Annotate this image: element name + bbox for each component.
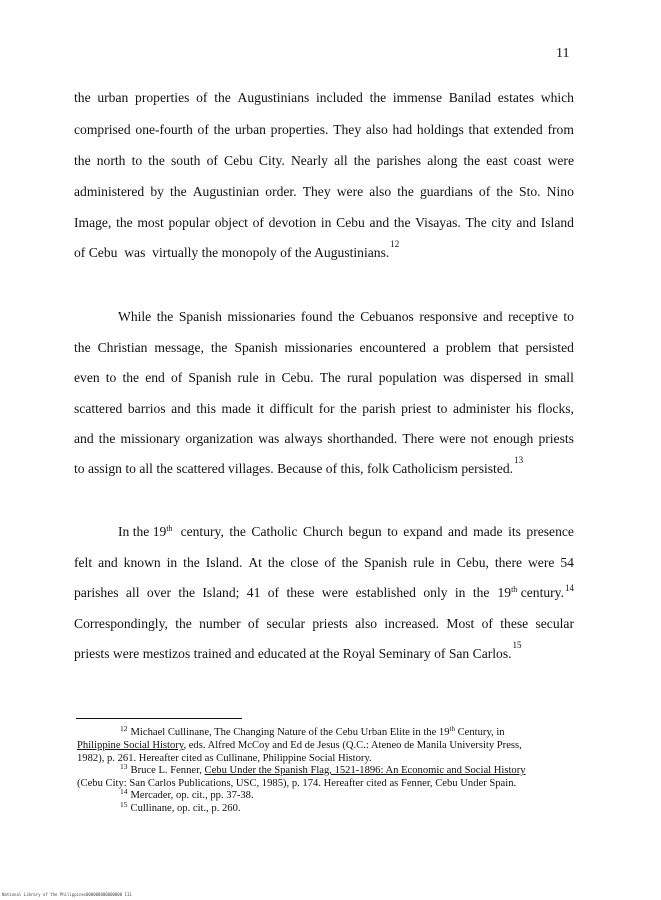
page-number: 11 xyxy=(556,46,570,61)
p1-line-3 xyxy=(74,154,574,168)
footnote-14-text: Mercader, op. cit., pp. 37-38. xyxy=(130,790,254,801)
word: the xyxy=(210,340,228,355)
p2-line-6 xyxy=(74,455,574,476)
p3-l3-sup: th xyxy=(511,585,518,594)
word: the xyxy=(369,90,387,105)
p1-line-6 xyxy=(74,239,574,260)
word: east xyxy=(486,153,508,168)
word: the xyxy=(170,184,187,199)
word: the xyxy=(267,555,285,570)
footnote-14 xyxy=(120,787,254,802)
word: There xyxy=(402,431,435,446)
word: of xyxy=(478,184,491,199)
word: the xyxy=(74,340,91,355)
p3-line-4 xyxy=(74,617,574,631)
word: dispersed xyxy=(470,370,522,385)
word: in xyxy=(527,370,539,385)
word: Augustinian xyxy=(192,184,260,199)
word: object xyxy=(214,215,248,230)
word: rule xyxy=(413,555,435,570)
footnote-14-marker: 14 xyxy=(120,787,128,796)
word: in xyxy=(264,370,276,385)
word: the xyxy=(74,153,91,168)
word: extended xyxy=(493,122,543,137)
word: to xyxy=(105,370,117,385)
word: parishes xyxy=(74,585,119,600)
word: by xyxy=(150,184,164,199)
word: his xyxy=(515,401,532,416)
word: in xyxy=(454,585,466,600)
word: Nearly xyxy=(290,153,328,168)
p3-l3-century: century. xyxy=(520,585,564,600)
footnote-ref-14: 14 xyxy=(565,583,574,593)
footnote-13-line-2: (Cebu City: San Carlos Publications, USC, 1985), p. 174. Hereafter cited as Fenner, Cebu Under Spain. xyxy=(77,778,517,789)
footnote-13-marker: 13 xyxy=(120,762,128,771)
footnote-ref-12: 12 xyxy=(390,239,400,249)
word: Cebu. xyxy=(281,370,314,385)
word: the xyxy=(229,524,246,539)
word: of xyxy=(481,616,493,631)
footnote-12-line-3: 1982), p. 261. Hereafter cited as Cullinane, Philippine Social History. xyxy=(77,753,372,764)
p3-line-3-end xyxy=(497,583,574,600)
word: properties xyxy=(135,90,190,105)
word: the xyxy=(353,153,371,168)
word: Spanish xyxy=(188,370,232,385)
word: missionaries xyxy=(284,340,353,355)
word: its xyxy=(508,524,521,539)
word: Image, xyxy=(74,215,112,230)
footnote-12-line-1 xyxy=(120,724,505,739)
footnote-13-line-1 xyxy=(120,762,526,777)
word: City. xyxy=(258,153,285,168)
word: increased. xyxy=(384,616,440,631)
word: While xyxy=(118,309,152,324)
word: were xyxy=(527,555,555,570)
word: coast xyxy=(513,153,542,168)
word: devotion xyxy=(268,215,317,230)
word: were xyxy=(321,585,349,600)
word: Sto. xyxy=(519,184,541,199)
footnote-12-line-2 xyxy=(77,741,522,752)
word: number xyxy=(199,616,241,631)
word: to xyxy=(563,309,574,324)
word: were xyxy=(336,184,364,199)
word: found xyxy=(300,309,333,324)
word: of xyxy=(324,555,336,570)
word: and xyxy=(74,431,94,446)
word: the xyxy=(496,184,513,199)
word: Cebuanos xyxy=(360,309,414,324)
p3-line-5-text: priests were mestizos trained and educated at the Royal Seminary of San Carlos. xyxy=(74,646,512,661)
footnote-12-text-b: Century, in xyxy=(454,727,505,738)
word: in xyxy=(440,555,451,570)
p3-l3-num: 19 xyxy=(497,585,512,600)
word: The xyxy=(319,370,341,385)
word: the xyxy=(397,184,414,199)
word: the xyxy=(74,90,91,105)
footnote-12-marker: 12 xyxy=(120,724,128,733)
word: the xyxy=(393,215,411,230)
word: Spanish xyxy=(178,309,222,324)
word: persisted xyxy=(525,340,574,355)
p1-line-6-text: of Cebu was virtually the monopoly of the Augustinians. xyxy=(74,245,390,260)
word: immense xyxy=(392,90,442,105)
word: the xyxy=(214,90,231,105)
word: missionaries xyxy=(227,309,296,324)
scan-footer-right: 000000000000000 111 xyxy=(86,892,132,897)
word: Christian xyxy=(97,340,148,355)
word: in xyxy=(166,555,178,570)
word: urban xyxy=(234,122,266,137)
footnote-15-marker: 15 xyxy=(120,800,128,809)
word: felt xyxy=(74,555,93,570)
word: to xyxy=(436,401,448,416)
word: these xyxy=(286,585,315,600)
word: which xyxy=(540,90,574,105)
word: one-fourth xyxy=(135,122,193,137)
word: priests xyxy=(538,431,574,446)
word: city xyxy=(491,215,512,230)
word: presence xyxy=(526,524,574,539)
word: Spanish xyxy=(364,555,408,570)
word: administer xyxy=(452,401,511,416)
word: urban xyxy=(97,90,129,105)
footnote-13-title: Cebu Under the Spanish Flag, 1521-1896: An Economic and Social History xyxy=(204,765,526,776)
word: shorthanded. xyxy=(327,431,398,446)
word: also xyxy=(365,122,388,137)
p2-line-6-text: to assign to all the scattered villages. Because of this, folk Catholicism persisted. xyxy=(74,461,514,476)
word: made xyxy=(473,524,503,539)
word: popular xyxy=(168,215,211,230)
word: encountered xyxy=(359,340,426,355)
word: of xyxy=(197,122,209,137)
word: Nino xyxy=(546,184,574,199)
word: a xyxy=(432,340,439,355)
word: century, xyxy=(180,524,224,539)
word: The xyxy=(465,215,487,230)
word: enough xyxy=(493,431,534,446)
word: the xyxy=(98,431,116,446)
word: of xyxy=(170,370,183,385)
p2-line-4 xyxy=(74,402,574,416)
word: Most xyxy=(446,616,475,631)
word: missionary xyxy=(120,431,181,446)
word: of xyxy=(267,585,280,600)
word: south xyxy=(171,153,201,168)
word: had xyxy=(392,122,413,137)
word: the xyxy=(340,401,357,416)
word: organization xyxy=(185,431,254,446)
word: secular xyxy=(535,616,574,631)
footnote-12-text-a: Michael Cullinane, The Changing Nature of the Cebu Urban Elite in the 19 xyxy=(130,727,450,738)
word: rural xyxy=(346,370,373,385)
word: most xyxy=(137,215,164,230)
word: end xyxy=(145,370,165,385)
word: the xyxy=(183,555,200,570)
word: Church xyxy=(302,524,343,539)
word: the xyxy=(213,122,231,137)
word: of xyxy=(196,90,208,105)
p2-line-2 xyxy=(74,341,574,355)
word: all xyxy=(125,585,140,600)
word: Island; xyxy=(202,585,240,600)
word: was xyxy=(442,370,465,385)
p1-line-5 xyxy=(74,216,574,230)
word: the xyxy=(116,215,133,230)
word: for xyxy=(318,401,335,416)
word: all xyxy=(334,153,348,168)
p1-line-4 xyxy=(74,185,574,199)
scan-footer-left: National Library of the Philippines xyxy=(2,892,87,897)
word: the xyxy=(472,585,490,600)
word: comprised xyxy=(74,122,131,137)
word: properties. xyxy=(270,122,329,137)
word: priest xyxy=(401,401,432,416)
word: also xyxy=(369,184,392,199)
word: Spanish xyxy=(234,340,278,355)
p2-line-5 xyxy=(74,432,574,446)
word: begun xyxy=(348,524,382,539)
word: made xyxy=(221,401,251,416)
p3-l1-sup: th xyxy=(166,524,173,533)
word: this xyxy=(196,401,216,416)
footnote-ref-15: 15 xyxy=(512,640,522,650)
footnote-divider xyxy=(76,718,242,719)
word: to xyxy=(387,524,398,539)
word: in xyxy=(320,215,332,230)
word: estates xyxy=(497,90,535,105)
word: and xyxy=(369,215,390,230)
word: Island. xyxy=(205,555,243,570)
word: the xyxy=(463,153,481,168)
word: to xyxy=(131,153,143,168)
word: Banilad xyxy=(448,90,492,105)
word: from xyxy=(547,122,574,137)
word: that xyxy=(498,340,519,355)
footnote-15 xyxy=(120,800,241,815)
word: of xyxy=(206,153,218,168)
word: message, xyxy=(154,340,204,355)
word: the xyxy=(338,309,355,324)
p3-line-2 xyxy=(74,556,574,570)
word: and xyxy=(98,555,118,570)
p3-line-5 xyxy=(74,640,574,661)
word: order. xyxy=(265,184,297,199)
word: They xyxy=(302,184,331,199)
word: Island xyxy=(540,215,574,230)
word: Correspondingly, xyxy=(74,616,168,631)
word: the xyxy=(175,616,192,631)
word: Cebu xyxy=(224,153,253,168)
word: not xyxy=(470,431,489,446)
footnote-13-text-a: Bruce L. Fenner, xyxy=(130,765,205,776)
word: were xyxy=(547,153,574,168)
word: population xyxy=(378,370,437,385)
word: rule xyxy=(237,370,259,385)
word: the xyxy=(122,370,140,385)
word: Visayas. xyxy=(415,215,461,230)
p1-line-2 xyxy=(74,123,574,137)
word: 54 xyxy=(560,555,574,570)
word: the xyxy=(341,555,359,570)
footnote-12-sup: th xyxy=(449,725,455,733)
word: along xyxy=(427,153,458,168)
word: They xyxy=(333,122,362,137)
p2-line-3 xyxy=(74,371,574,385)
word: of xyxy=(247,616,260,631)
footnote-12-title: Philippine Social History xyxy=(77,740,184,751)
word: always xyxy=(284,431,323,446)
word: it xyxy=(256,401,265,416)
p3-line-1-start xyxy=(118,525,173,539)
word: also xyxy=(355,616,378,631)
word: barrios xyxy=(127,401,166,416)
word: the xyxy=(156,309,174,324)
word: parish xyxy=(362,401,396,416)
word: parishes xyxy=(376,153,422,168)
word: small xyxy=(544,370,574,385)
word: and xyxy=(516,215,537,230)
word: scattered xyxy=(74,401,123,416)
word: only xyxy=(423,585,448,600)
word: and xyxy=(482,309,503,324)
word: holdings xyxy=(416,122,464,137)
word: flocks, xyxy=(537,401,574,416)
word: the xyxy=(148,153,165,168)
word: the xyxy=(178,585,196,600)
word: close xyxy=(290,555,319,570)
word: responsive xyxy=(419,309,478,324)
word: 41 xyxy=(246,585,261,600)
word: receptive xyxy=(508,309,558,324)
word: expand xyxy=(403,524,443,539)
word: secular xyxy=(266,616,306,631)
word: Cebu xyxy=(336,215,365,230)
word: established xyxy=(355,585,416,600)
p3-line-3 xyxy=(74,583,574,600)
word: administered xyxy=(74,184,145,199)
word: and xyxy=(171,401,191,416)
p2-line-1 xyxy=(118,310,574,324)
word: and xyxy=(448,524,468,539)
word: these xyxy=(500,616,529,631)
p1-line-1 xyxy=(74,91,574,105)
word: included xyxy=(316,90,363,105)
word: Cebu, xyxy=(456,555,489,570)
word: that xyxy=(468,122,489,137)
word: was xyxy=(258,431,280,446)
footnote-12-text-c: , eds. Alfred McCoy and Ed de Jesus (Q.C.: Ateneo de Manila University Press, xyxy=(183,740,522,751)
word: even xyxy=(74,370,100,385)
word: difficult xyxy=(269,401,314,416)
word: north xyxy=(96,153,126,168)
word: At xyxy=(248,555,262,570)
footnote-ref-13: 13 xyxy=(514,455,524,465)
word: over xyxy=(146,585,172,600)
p3-line-3-main xyxy=(74,586,489,600)
word: Augustinians xyxy=(237,90,310,105)
word: guardians xyxy=(419,184,473,199)
word: Catholic xyxy=(251,524,298,539)
p3-line-1-rest xyxy=(181,525,574,539)
word: of xyxy=(252,215,264,230)
word: priests xyxy=(312,616,348,631)
word: known xyxy=(123,555,161,570)
word: there xyxy=(494,555,523,570)
footnote-15-text: Cullinane, op. cit., p. 260. xyxy=(130,803,241,814)
p3-l1-text: In the 19 xyxy=(118,524,167,539)
word: problem xyxy=(445,340,492,355)
word: were xyxy=(439,431,466,446)
p3-line-1 xyxy=(118,525,574,539)
